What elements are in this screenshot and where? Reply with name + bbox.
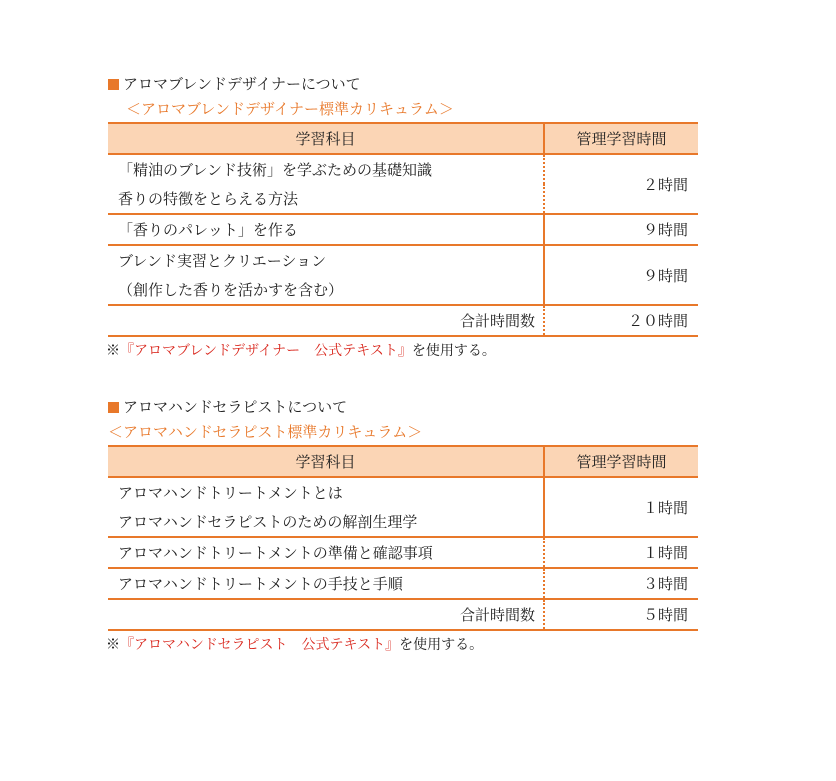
header-subject: 学習科目 [108,446,544,477]
curriculum-title: ＜アロマブレンドデザイナー標準カリキュラム＞ [126,100,454,118]
note-text: 『アロマハンドセラピスト 公式テキスト』 [120,637,400,653]
table-row [108,245,698,275]
hours-cell: １時間 [544,477,698,537]
curriculum-table [108,122,698,337]
note-text: 『アロマブレンドデザイナー 公式テキスト』 [120,343,412,359]
square-bullet-icon [108,402,119,413]
subject-cell: アロマハンドセラピストのための解剖生理学 [108,507,544,537]
note-suffix: を使用する。 [399,637,484,653]
blend-designer-section [108,72,698,365]
section-title-text: アロマハンドセラピストについて [123,398,348,416]
section-title [108,395,698,419]
subject-cell: 「香りのパレット」を作る [108,214,544,245]
hours-cell: １時間 [544,537,698,568]
total-hours: ５時間 [544,599,698,630]
table-row [108,568,698,599]
hand-therapist-section [108,395,698,659]
total-row [108,599,698,630]
subject-cell: アロマハンドトリートメントとは [108,477,544,507]
header-hours: 管理学習時間 [544,123,698,154]
table-row [108,537,698,568]
table-header [108,123,698,154]
hours-cell: ２時間 [544,154,698,214]
table-header [108,446,698,477]
hours-cell: ９時間 [544,214,698,245]
note-prefix: ※ [106,637,120,653]
total-label: 合計時間数 [108,305,544,336]
subject-cell: 「精油のブレンド技術」を学ぶための基礎知識 [108,154,544,184]
total-hours: ２０時間 [544,305,698,336]
note [106,631,698,659]
header-hours: 管理学習時間 [544,446,698,477]
subject-cell: アロマハンドトリートメントの準備と確認事項 [108,537,544,568]
subject-cell: 香りの特徴をとらえる方法 [108,184,544,214]
curriculum-title: ＜アロマハンドセラピスト標準カリキュラム＞ [108,423,423,441]
subject-cell: ブレンド実習とクリエーション [108,245,544,275]
table-row [108,477,698,507]
table-row [108,154,698,184]
section-title [108,72,698,96]
section-title-text: アロマブレンドデザイナーについて [123,75,361,93]
table-row [108,214,698,245]
total-label: 合計時間数 [108,599,544,630]
header-subject: 学習科目 [108,123,544,154]
hours-cell: ３時間 [544,568,698,599]
square-bullet-icon [108,79,119,90]
note [106,337,698,365]
subject-cell: （創作した香りを活かすを含む） [108,275,544,305]
note-suffix: を使用する。 [411,343,496,359]
subject-cell: アロマハンドトリートメントの手技と手順 [108,568,544,599]
curriculum-table [108,445,698,631]
note-prefix: ※ [106,343,120,359]
hours-cell: ９時間 [544,245,698,305]
total-row [108,305,698,336]
